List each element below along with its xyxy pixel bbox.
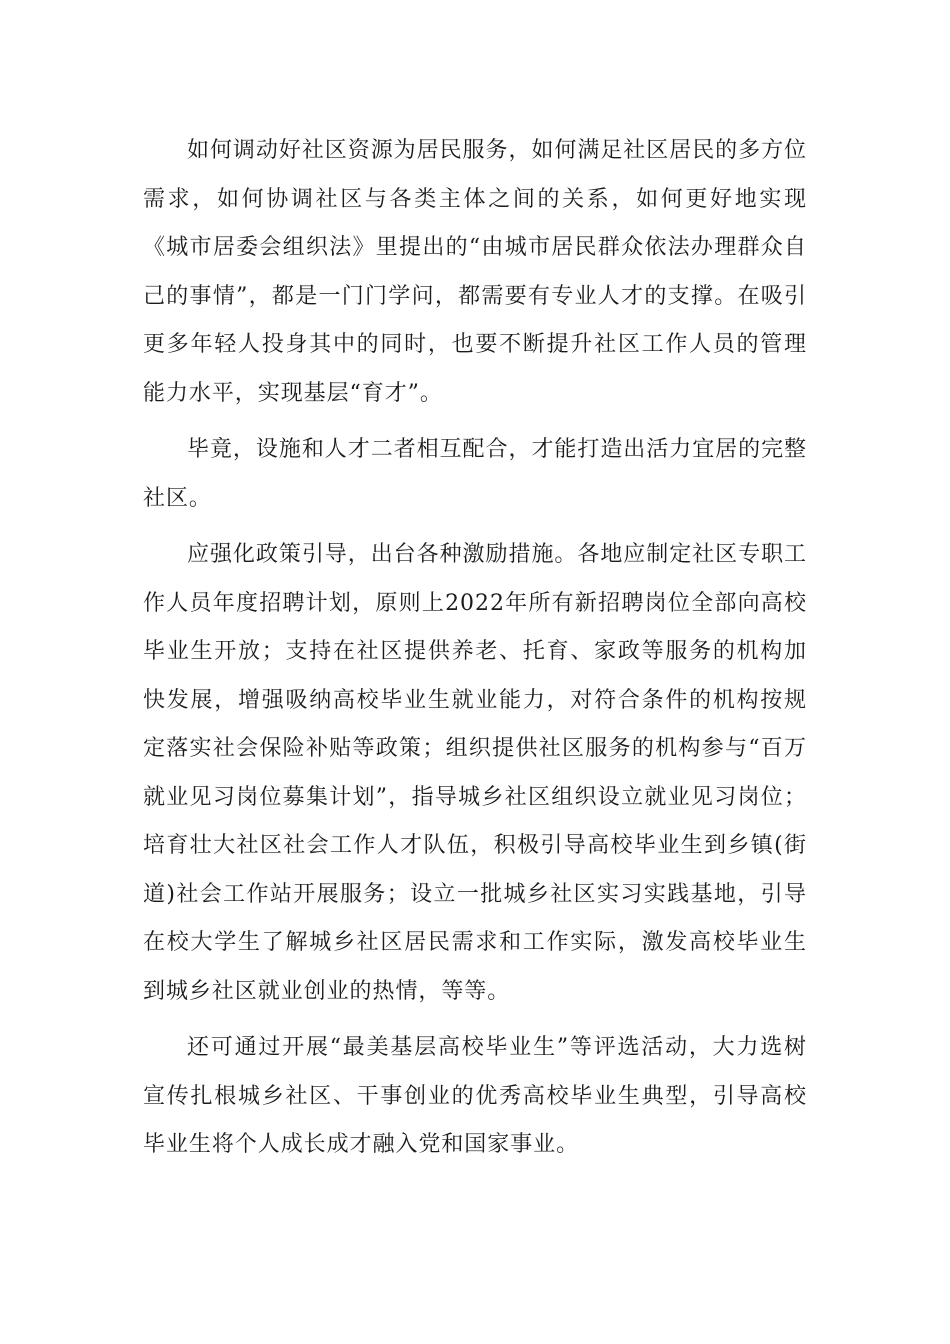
paragraph-community-talent: 如何调动好社区资源为居民服务，如何满足社区居民的多方位需求，如何协调社区与各类主体之间的关系，如何更好地实现《城市居委会组织法》里提出的“由城市居民群众依法办理群众自己的事情”，都是一门门学问，都需要有专业人才的支撑。在吸引更多年轻人投身其中的同时，也要不断提升社区工作人员的管理能力水平，实现基层“育才”。: [143, 138, 807, 406]
paragraph-policy-guidance: 应强化政策引导，出台各种激励措施。各地应制定社区专职工作人员年度招聘计划，原则上2022年所有新招聘岗位全部向高校毕业生开放；支持在社区提供养老、托育、家政等服务的机构加快发展，增强吸纳高校毕业生就业能力，对符合条件的机构按规定落实社会保险补贴等政策；组织提供社区服务的机构参与“百万就业见习岗位募集计划”，指导城乡社区组织设立就业见习岗位；培育壮大社区社会工作人才队伍，积极引导高校毕业生到乡镇(街道)社会工作站开展服务；设立一批城乡社区实习实践基地，引导在校大学生了解城乡社区居民需求和工作实际，激发高校毕业生到城乡社区就业创业的热情，等等。: [143, 542, 807, 1004]
paragraph-selection-activities: 还可通过开展“最美基层高校毕业生”等评选活动，大力选树宣传扎根城乡社区、干事创业的优秀高校毕业生典型，引导高校毕业生将个人成长成才融入党和国家事业。: [143, 1035, 807, 1157]
paragraph-facilities-talent: 毕竟，设施和人才二者相互配合，才能打造出活力宜居的完整社区。: [143, 437, 807, 511]
document-body: [143, 127, 807, 1170]
